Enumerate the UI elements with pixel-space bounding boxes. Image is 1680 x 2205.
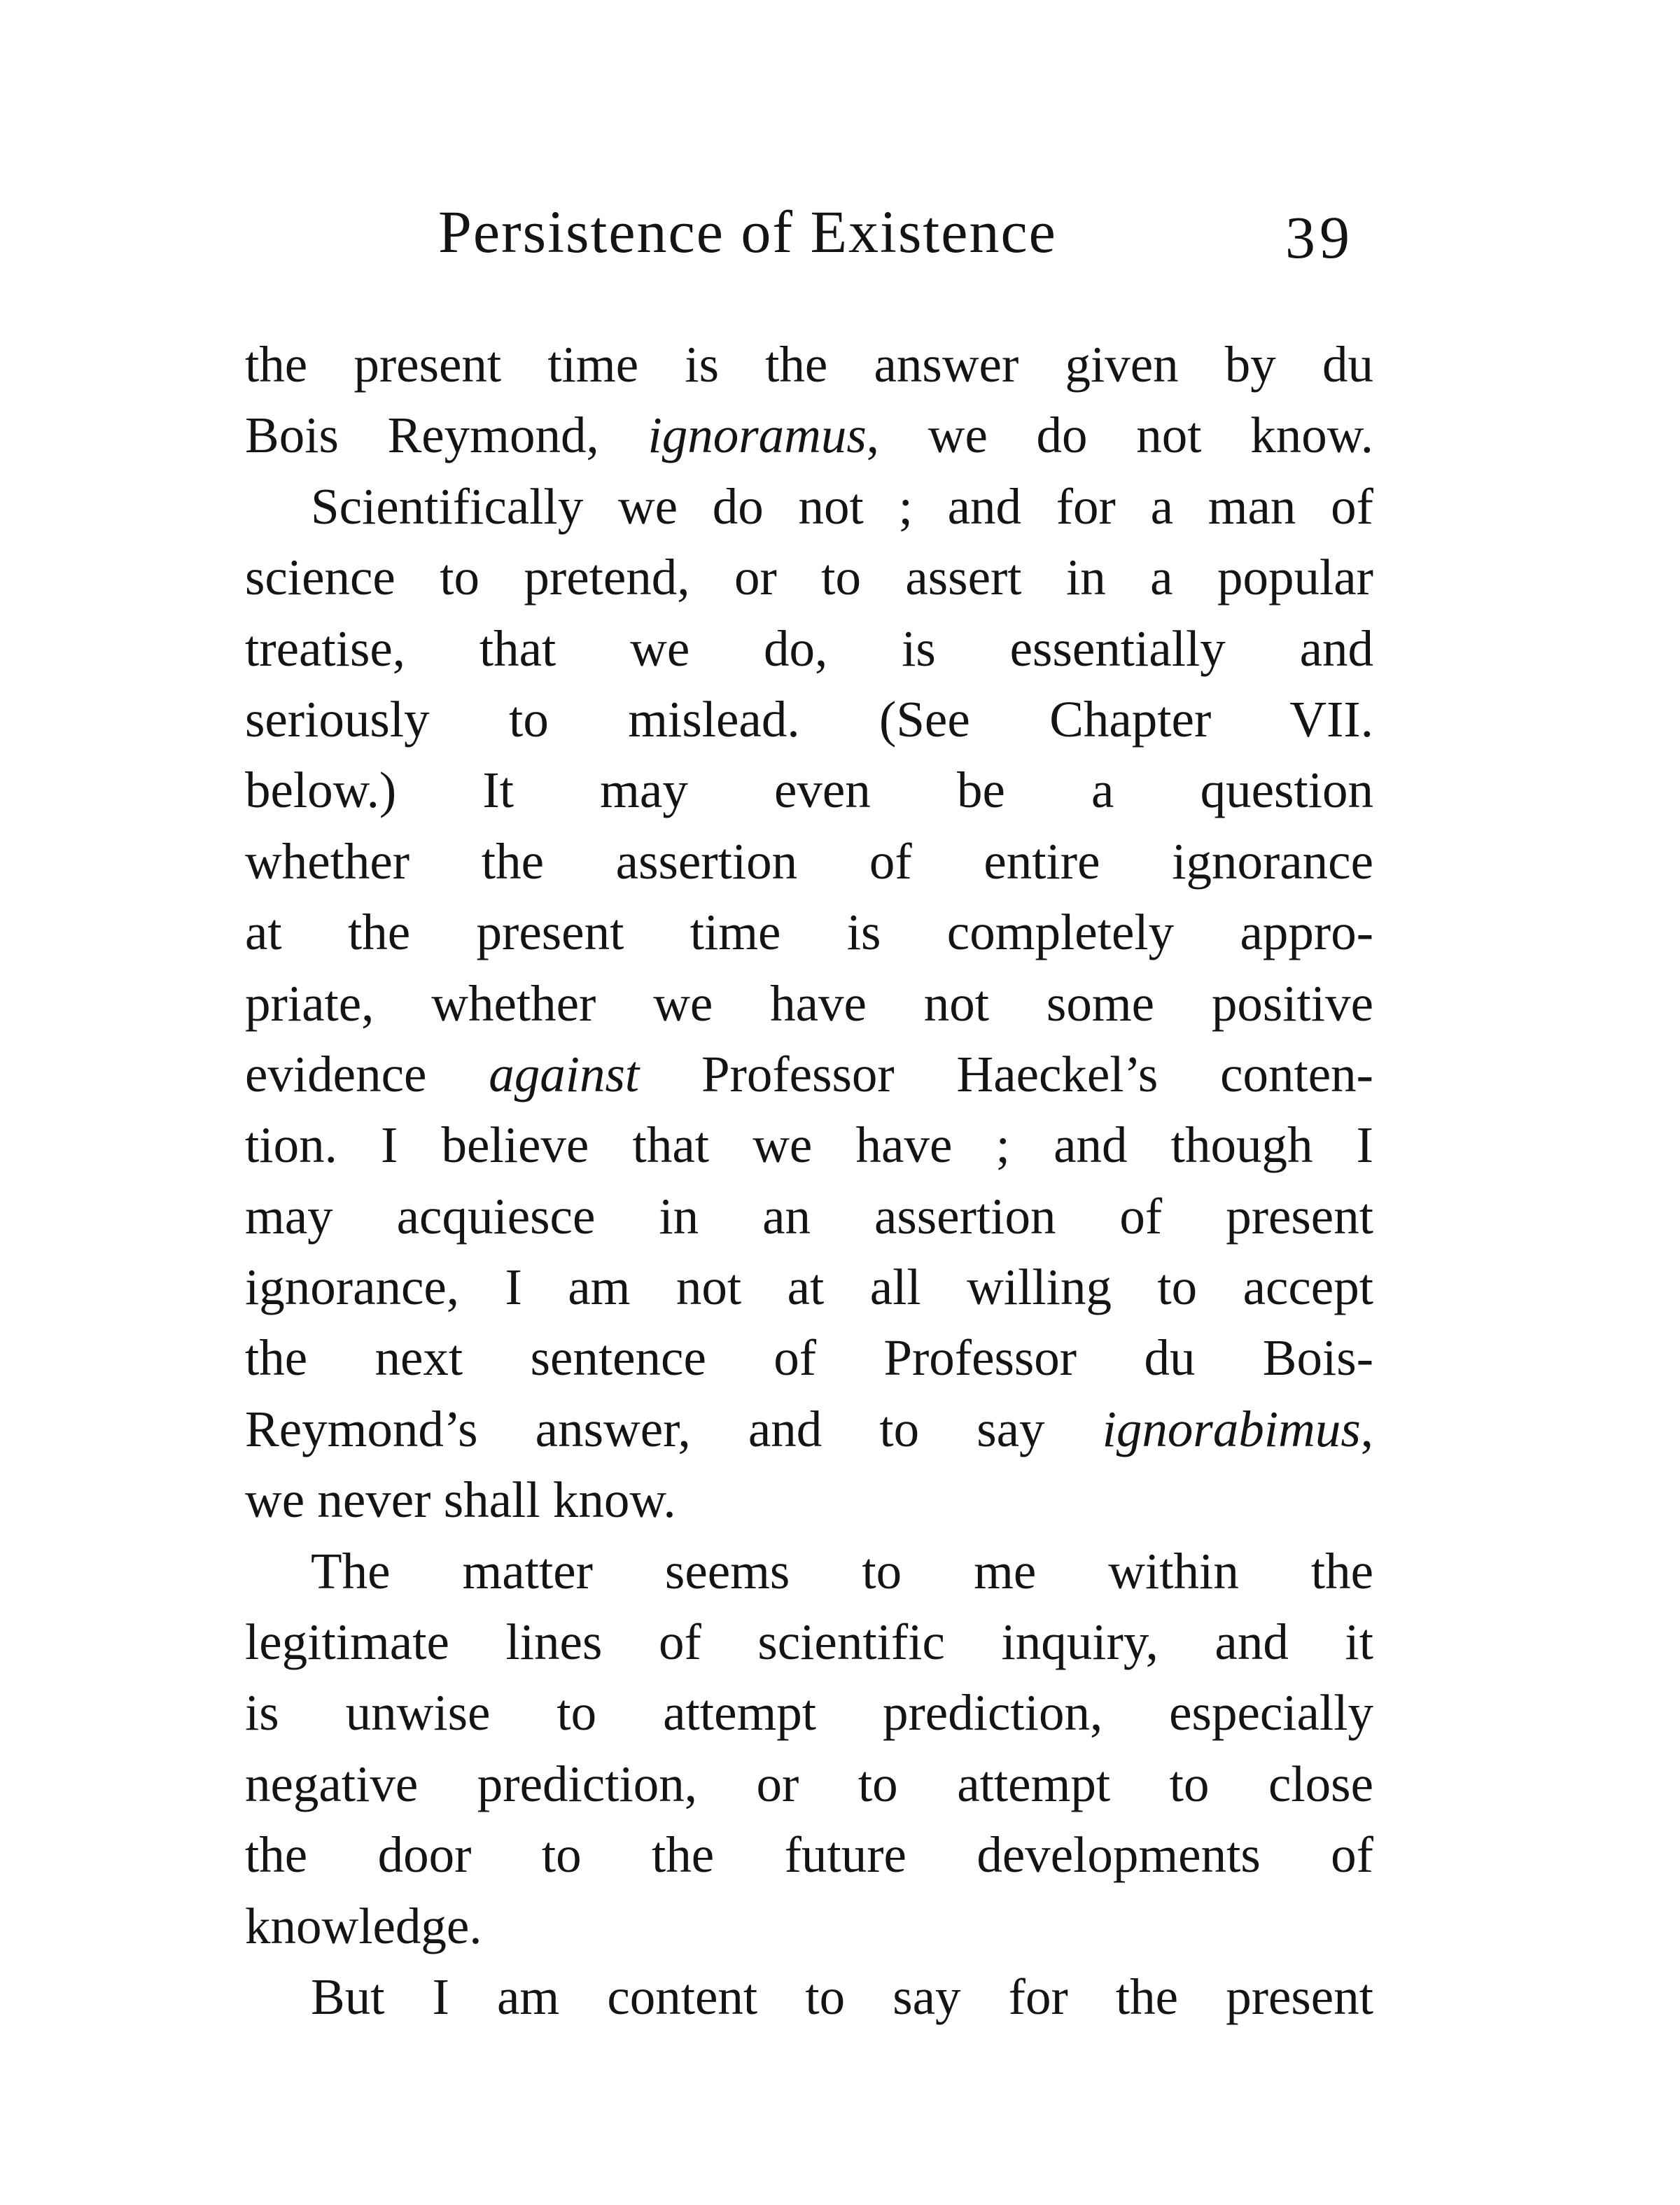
text-line: The matter seems to me within the [311, 1542, 1373, 1600]
page-number: 39 [1285, 204, 1354, 271]
text-line: negative prediction, or to attempt to close [245, 1755, 1373, 1812]
text-line: below.) It may even be a question [245, 762, 1373, 819]
text-line: priate, whether we have not some positive [245, 974, 1373, 1032]
text-line: Bois Reymond, ignoramus, we do not know. [245, 407, 1373, 464]
italic-term: ignorabimus [1102, 1400, 1361, 1457]
body-text [245, 329, 1373, 2032]
italic-term: ignoramus [648, 407, 867, 464]
text-line: is unwise to attempt prediction, especially [245, 1684, 1373, 1742]
text-line: at the present time is completely appro- [245, 904, 1373, 961]
text-line: may acquiesce in an assertion of present [245, 1187, 1373, 1245]
text-line: science to pretend, or to assert in a popular [245, 549, 1373, 606]
running-head-title: Persistence of Existence [438, 198, 1057, 265]
text-line: the door to the future developments of [245, 1826, 1373, 1884]
text-line: Scientifically we do not ; and for a man of [311, 477, 1373, 535]
text-line: But I am content to say for the present [311, 1968, 1373, 2025]
text-line: whether the assertion of entire ignorance [245, 832, 1373, 890]
text-line: Reymond’s answer, and to say ignorabimus, [245, 1400, 1373, 1457]
text-line: we never shall know. [245, 1471, 676, 1529]
text-line: knowledge. [245, 1897, 482, 1954]
text-line: ignorance, I am not at all willing to accept [245, 1259, 1373, 1316]
text-line: treatise, that we do, is essentially and [245, 620, 1373, 677]
text-line: evidence against Professor Haeckel’s conten- [245, 1045, 1373, 1102]
text-line: the present time is the answer given by du [245, 336, 1373, 393]
text-line: the next sentence of Professor du Bois- [245, 1329, 1373, 1387]
text-line: tion. I believe that we have ; and though I [245, 1116, 1373, 1174]
italic-term: against [489, 1045, 640, 1102]
text-line: legitimate lines of scientific inquiry, and it [245, 1614, 1373, 1671]
text-line: seriously to mislead. (See Chapter VII. [245, 690, 1373, 748]
